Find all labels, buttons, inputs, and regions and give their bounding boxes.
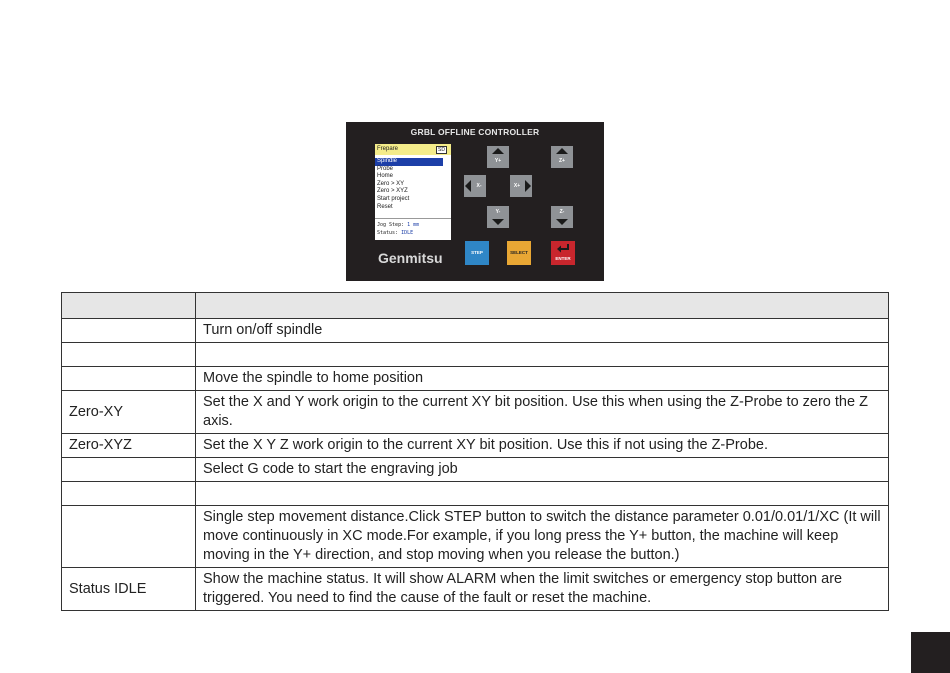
table-header-row xyxy=(62,293,889,319)
table-header-cell xyxy=(62,293,196,319)
y-plus-key xyxy=(487,146,509,168)
row-description: Select G code to start the engraving job xyxy=(196,458,889,482)
row-name xyxy=(62,367,196,391)
brand-logo-text: Genmitsu xyxy=(378,250,443,266)
table-row xyxy=(62,391,889,434)
table-row xyxy=(62,343,889,367)
table-row xyxy=(62,506,889,568)
row-description: Show the machine status. It will show ALARM when the limit switches or emergency stop button are triggered. You need to find the cause of the fault or reset the machine. xyxy=(196,568,889,611)
row-name: Zero-XYZ xyxy=(62,434,196,458)
lcd-status-value: IDLE xyxy=(401,230,414,236)
lcd-menu xyxy=(375,158,451,211)
lcd-menu-item-start-project: Start project xyxy=(377,195,410,202)
x-minus-key xyxy=(464,175,486,197)
enter-key-label: ENTER xyxy=(555,256,571,261)
table-row xyxy=(62,568,889,611)
controller-image xyxy=(346,122,604,281)
row-name xyxy=(62,458,196,482)
row-description xyxy=(196,343,889,367)
row-name xyxy=(62,319,196,343)
table-header-cell xyxy=(196,293,889,319)
row-description: Set the X and Y work origin to the current XY bit position. Use this when using the Z-Probe to zero the Z axis. xyxy=(196,391,889,434)
row-description: Single step movement distance.Click STEP button to switch the distance parameter 0.01/0.01/1/XC (It will move continuously in XC mode.For example, if you long press the Y+ button, the machine will keep moving in the Y+ direction, and stop moving when you release the button.) xyxy=(196,506,889,568)
arrow-down-icon xyxy=(492,219,504,225)
row-name xyxy=(62,482,196,506)
lcd-status-area xyxy=(375,218,451,240)
lcd-menu-item-zero-xyz: Zero > XYZ xyxy=(377,188,408,195)
lcd-menu-item-reset: Reset xyxy=(377,203,393,210)
row-name: Status IDLE xyxy=(62,568,196,611)
table-row xyxy=(62,319,889,343)
lcd-menu-item-spindle: Spindle xyxy=(375,158,443,166)
arrow-right-icon xyxy=(525,180,531,192)
row-description: Set the X Y Z work origin to the current XY bit position. Use this if not using the Z-Probe. xyxy=(196,434,889,458)
table-row xyxy=(62,458,889,482)
arrow-up-icon xyxy=(556,148,568,154)
lcd-jog-row xyxy=(375,221,451,229)
y-plus-key-label: Y+ xyxy=(494,158,502,164)
enter-return-icon xyxy=(556,243,570,255)
z-plus-key-label: Z+ xyxy=(559,158,565,164)
row-description: Turn on/off spindle xyxy=(196,319,889,343)
step-key: STEP xyxy=(465,241,489,265)
lcd-status-label: Status: xyxy=(377,230,399,236)
arrow-up-icon xyxy=(492,148,504,154)
lcd-status-row xyxy=(375,229,451,237)
row-description xyxy=(196,482,889,506)
lcd-menu-item-zero-xy: Zero > XY xyxy=(377,180,405,187)
z-minus-key xyxy=(551,206,573,228)
lcd-header-title: Frepare xyxy=(377,146,399,152)
controller-title: GRBL OFFLINE CONTROLLER xyxy=(410,127,540,137)
y-minus-key xyxy=(487,206,509,228)
row-name xyxy=(62,343,196,367)
x-plus-key xyxy=(510,175,532,197)
z-minus-key-label: Z- xyxy=(559,209,565,215)
function-table xyxy=(61,292,889,611)
page-edge-tab xyxy=(911,632,950,673)
sd-card-badge: SD xyxy=(438,147,445,153)
y-minus-key-label: Y- xyxy=(495,209,501,215)
arrow-down-icon xyxy=(556,219,568,225)
row-description: Move the spindle to home position xyxy=(196,367,889,391)
x-minus-key-label: X- xyxy=(476,183,482,189)
lcd-jog-value: 1 mm xyxy=(407,222,420,228)
x-plus-key-label: X+ xyxy=(513,183,521,189)
lcd-screen xyxy=(375,144,451,240)
row-name: Zero-XY xyxy=(62,391,196,434)
lcd-header xyxy=(375,144,451,155)
table-row xyxy=(62,482,889,506)
z-plus-key xyxy=(551,146,573,168)
select-key: SELECT xyxy=(507,241,531,265)
table-row xyxy=(62,434,889,458)
enter-key xyxy=(551,241,575,265)
lcd-menu-item-home: Home xyxy=(377,173,394,180)
lcd-jog-label: Jog Step: xyxy=(377,222,405,228)
row-name xyxy=(62,506,196,568)
table-row xyxy=(62,367,889,391)
lcd-menu-item-probe: Probe xyxy=(377,165,394,172)
